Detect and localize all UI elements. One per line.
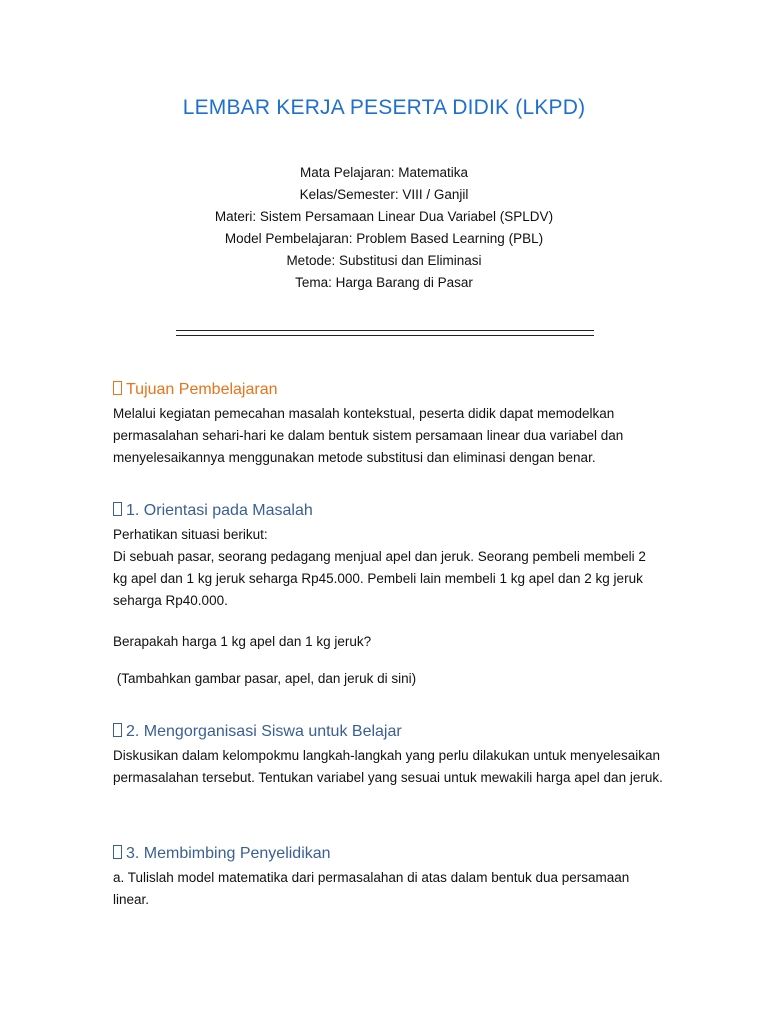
meta-model: Model Pembelajaran: Problem Based Learning (PBL) [224,231,544,246]
missing-glyph-icon [113,723,122,737]
document-title: LEMBAR KERJA PESERTA DIDIK (LKPD) [182,96,586,119]
section-tujuan [113,381,663,469]
heading-tujuan-text: Tujuan Pembelajaran [126,381,278,398]
section-organisasi [113,723,663,789]
meta-mata-pelajaran: Mata Pelajaran: Matematika [299,165,469,180]
section-orientasi [113,502,663,690]
penyelidikan-text: a. Tulislah model matematika dari permasalahan di atas dalam bentuk dua persamaan linear. [113,870,630,907]
organisasi-text: Diskusikan dalam kelompokmu langkah-langkah yang perlu dilakukan untuk menyelesaikan permasalahan tersebut. Tentukan variabel yang sesuai untuk mewakili harga apel dan jeruk. [113,748,663,785]
missing-glyph-icon [113,502,122,516]
section-penyelidikan [113,845,663,911]
heading-penyelidikan-text: 3. Membimbing Penyelidikan [126,845,331,862]
double-divider [176,330,594,336]
orientasi-intro: Perhatikan situasi berikut: [113,527,268,542]
tujuan-text: Melalui kegiatan pemecahan masalah kontekstual, peserta didik dapat memodelkan permasalahan sehari-hari ke dalam bentuk sistem persamaan linear dua variabel dan menyelesaikannya menggunakan metode substitusi dan eliminasi dengan benar. [113,406,624,465]
document-meta [0,162,768,294]
heading-orientasi-text: 1. Orientasi pada Masalah [126,502,313,519]
meta-metode: Metode: Substitusi dan Eliminasi [286,253,482,268]
missing-glyph-icon [113,381,122,395]
heading-organisasi-text: 2. Mengorganisasi Siswa untuk Belajar [126,723,402,740]
meta-kelas-semester: Kelas/Semester: VIII / Ganjil [299,187,469,202]
meta-tema: Tema: Harga Barang di Pasar [295,275,473,290]
missing-glyph-icon [113,845,122,859]
heading-organisasi [113,723,663,741]
heading-orientasi [113,502,663,520]
heading-tujuan [113,381,663,399]
heading-penyelidikan [113,845,663,863]
meta-materi: Materi: Sistem Persamaan Linear Dua Variabel (SPLDV) [214,209,554,224]
orientasi-question: Berapakah harga 1 kg apel dan 1 kg jeruk? [113,634,372,649]
orientasi-story: Di sebuah pasar, seorang pedagang menjual apel dan jeruk. Seorang pembeli membeli 2 kg apel dan 1 kg jeruk seharga Rp45.000. Pembeli lain membeli 1 kg apel dan 2 kg jeruk seharga Rp40.000. [113,549,646,608]
orientasi-note: (Tambahkan gambar pasar, apel, dan jeruk di sini) [113,671,417,686]
